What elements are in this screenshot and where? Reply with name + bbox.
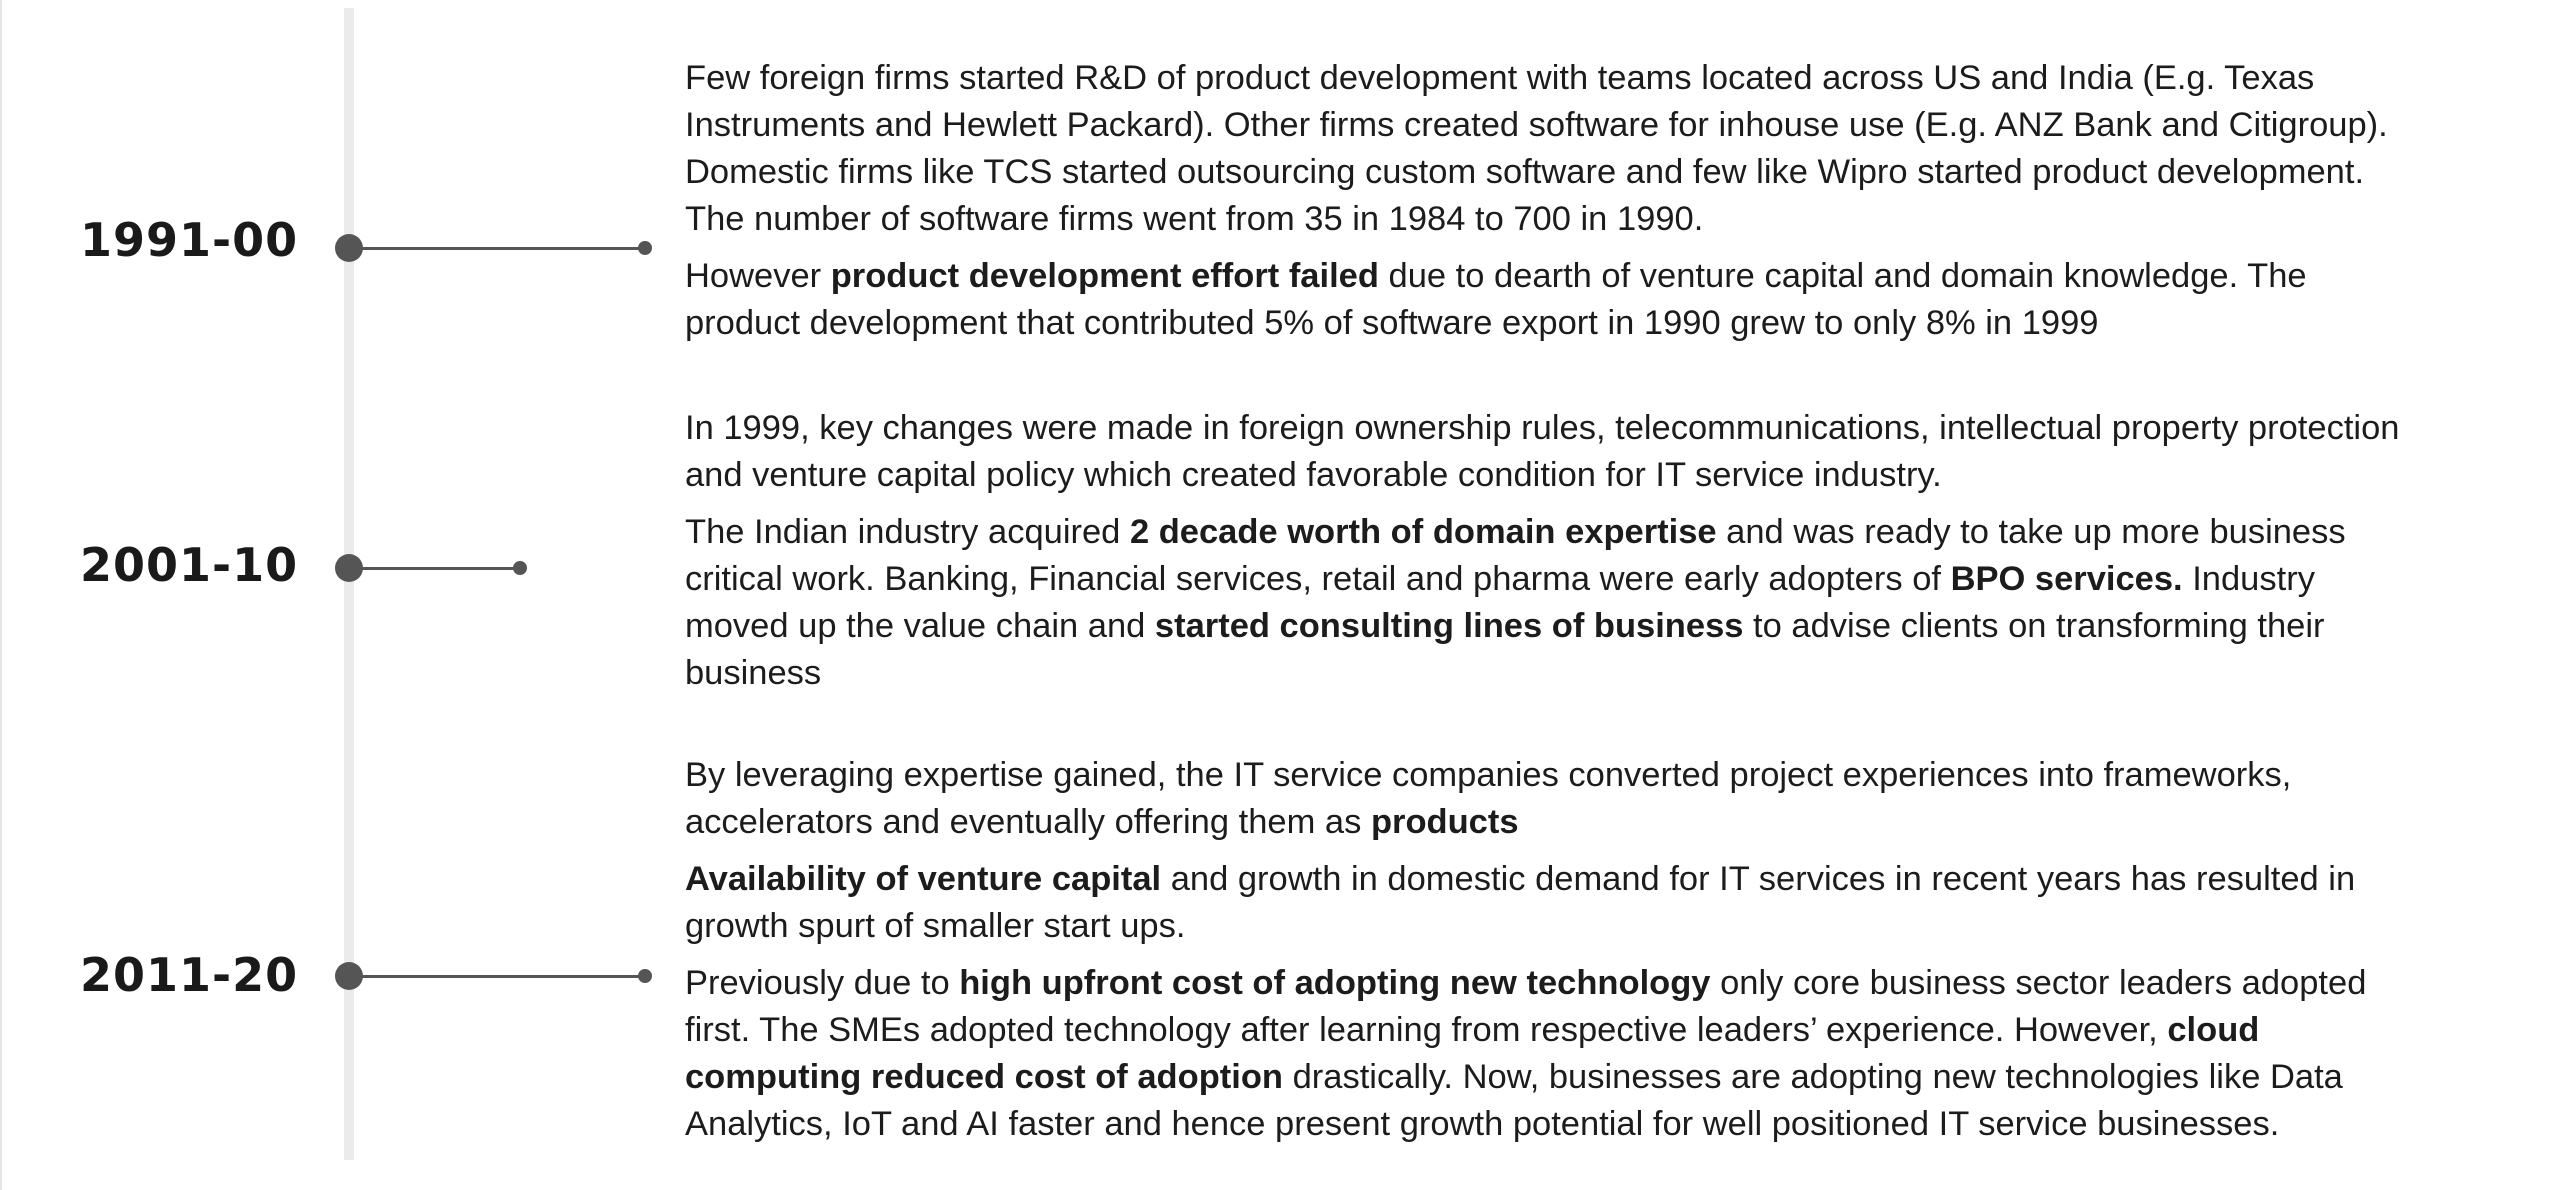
text-run: to advise clients on transforming their business (685, 607, 2325, 692)
paragraph (685, 960, 2405, 1148)
page-left-border (0, 0, 2, 1190)
text-run: due to dearth of venture capital and domain knowledge. The product development that contributed 5% of software export in 1990 grew to only 8% in 1999 (685, 257, 2307, 342)
text-run-bold: started consulting lines of business (1154, 607, 1744, 645)
text-run: Previously due to (685, 964, 960, 1002)
paragraph (685, 253, 2405, 347)
text-run-bold: 2 decade worth of domain expertise (1129, 513, 1717, 551)
text-run: and growth in domestic demand for IT services in recent years has resulted in growth spurt of smaller start ups. (685, 860, 2356, 945)
connector-line-2011-20 (349, 975, 649, 978)
year-label-2011-20: 2011-20 (80, 948, 299, 1002)
text-run: The Indian industry acquired (685, 513, 1130, 551)
text-run: In 1999, key changes were made in foreign ownership rules, telecommunications, intellectual property protection and venture capital policy which created favorable condition for IT service industry. (685, 409, 2400, 494)
text-run-bold: Availability of venture capital (685, 860, 1162, 898)
year-label-2001-10: 2001-10 (80, 538, 299, 592)
text-run-bold: product development effort failed (830, 257, 1379, 295)
paragraph (685, 509, 2405, 697)
paragraph (685, 55, 2405, 243)
entry-text-1991-00 (685, 55, 2405, 357)
text-run: only core business sector leaders adopted first. The SMEs adopted technology after learning from respective leaders’ experience. However, (685, 964, 2367, 1049)
entry-text-2011-20 (685, 752, 2405, 1158)
text-run: drastically. Now, businesses are adopting new technologies like Data Analytics, IoT and AI faster and hence present growth potential for well positioned IT service businesses. (685, 1058, 2343, 1143)
connector-line-1991-00 (349, 247, 649, 250)
paragraph (685, 405, 2405, 499)
text-run-bold: products (1370, 803, 1519, 841)
text-run-bold: BPO services. (1950, 560, 2183, 598)
text-run: Few foreign firms started R&D of product development with teams located across US and India (E.g. Texas Instruments and Hewlett Packard). Other firms created software for inhouse use (E.g. ANZ Bank and Citigroup). Domestic firms like TCS started outsourcing custom software and few like Wipro started product development. The number of software firms went from 35 in 1984 to 700 in 1990. (685, 59, 2388, 238)
text-run: However (685, 257, 831, 295)
year-label-1991-00: 1991-00 (80, 213, 299, 267)
connector-line-2001-10 (349, 567, 524, 570)
paragraph (685, 856, 2405, 950)
text-run-bold: high upfront cost of adopting new technology (959, 964, 1711, 1002)
paragraph (685, 752, 2405, 846)
text-run: Industry moved up the value chain and (685, 560, 2315, 645)
text-run-bold: cloud computing reduced cost of adoption (685, 1011, 2260, 1096)
connector-end-dot-1991-00 (638, 241, 652, 255)
entry-text-2001-10 (685, 405, 2405, 707)
connector-end-dot-2001-10 (513, 561, 527, 575)
text-run: By leveraging expertise gained, the IT service companies converted project experiences into frameworks, accelerators and eventually offering them as (685, 756, 2292, 841)
text-run: and was ready to take up more business critical work. Banking, Financial services, retail and pharma were early adopters of (685, 513, 2346, 598)
connector-end-dot-2011-20 (638, 969, 652, 983)
